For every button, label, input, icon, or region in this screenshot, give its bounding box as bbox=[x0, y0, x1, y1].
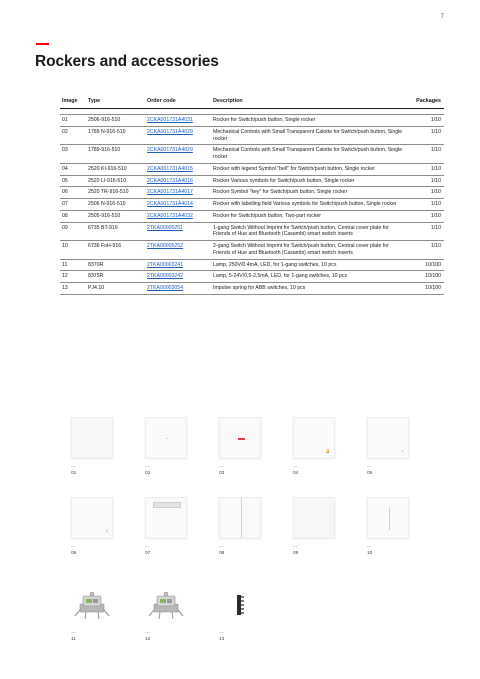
caption-label: 08 bbox=[219, 551, 225, 557]
product-image-03 bbox=[219, 417, 261, 459]
table-row bbox=[60, 163, 444, 175]
cell-description: Rocker for Switch/push button, Two-part rocker bbox=[211, 210, 409, 222]
caption-dash: — bbox=[367, 465, 372, 470]
caption-label: 05 bbox=[367, 471, 373, 477]
cell-image: 04 bbox=[60, 163, 86, 175]
image-caption-01 bbox=[71, 465, 76, 478]
image-caption-10 bbox=[367, 545, 372, 558]
cell-image: 12 bbox=[60, 271, 86, 283]
cell-order-code[interactable]: 2CKA001731A4032 bbox=[145, 210, 211, 222]
cell-image: 03 bbox=[60, 145, 86, 164]
accent-bar bbox=[36, 43, 49, 45]
cell-order-code[interactable]: 2TKA00003054 bbox=[145, 283, 211, 295]
cell-order-code[interactable]: 2TKA00005251 bbox=[145, 222, 211, 241]
image-caption-05 bbox=[367, 465, 372, 478]
cell-type: 2520 KI-916-510 bbox=[86, 163, 145, 175]
caption-dash: — bbox=[71, 631, 76, 636]
cell-order-code[interactable]: 2CKA001731A4016 bbox=[145, 175, 211, 187]
image-caption-12 bbox=[145, 631, 150, 644]
table-row bbox=[60, 115, 444, 127]
table-row bbox=[60, 271, 444, 283]
cell-packages: 10/100 bbox=[409, 259, 444, 271]
cell-image: 05 bbox=[60, 175, 86, 187]
cell-type: 2520 LI-916-510 bbox=[86, 175, 145, 187]
cell-packages: 1/10 bbox=[409, 163, 444, 175]
cell-type: 8370R bbox=[86, 259, 145, 271]
cell-packages: 1/10 bbox=[409, 210, 444, 222]
table-body bbox=[60, 109, 444, 295]
cell-description: 2-gang Switch Without Imprint for Switch/push button, Central cover plate for Friends of Hue and Bluetooth (Casambi) smart switch inserts bbox=[211, 241, 409, 260]
calotte-icon bbox=[166, 438, 168, 439]
cell-description: Mechanical Controls with Small Transparent Calotte for Switch/push button, Single rocker bbox=[211, 145, 409, 164]
caption-dash: — bbox=[145, 465, 150, 470]
cell-order-code[interactable]: 2CKA001731A4029 bbox=[145, 145, 211, 164]
cell-image: 09 bbox=[60, 222, 86, 241]
table-row bbox=[60, 283, 444, 295]
header-packages: Packages bbox=[409, 97, 444, 109]
cell-packages: 10/100 bbox=[409, 283, 444, 295]
cell-packages: 10/100 bbox=[409, 271, 444, 283]
table-row bbox=[60, 187, 444, 199]
cell-description: Mechanical Controls with Small Transparent Calotte for Switch/push button, Single rocker bbox=[211, 126, 409, 145]
image-caption-09 bbox=[293, 545, 298, 558]
image-caption-13 bbox=[219, 631, 224, 644]
caption-label: 12 bbox=[145, 637, 151, 643]
header-order-code: Order code bbox=[145, 97, 211, 109]
cell-description: Impulse spring for ABB switches, 10 pcs bbox=[211, 283, 409, 295]
cell-image: 10 bbox=[60, 241, 86, 260]
caption-label: 09 bbox=[293, 551, 299, 557]
table-row bbox=[60, 199, 444, 211]
cell-description: Rocker with legend Symbol "bell" for Switch/push button, Single rocker bbox=[211, 163, 409, 175]
product-image-10 bbox=[367, 497, 409, 539]
caption-dash: — bbox=[293, 465, 298, 470]
caption-dash: — bbox=[219, 631, 224, 636]
cell-description: Rocker for Switch/push button, Single rocker bbox=[211, 115, 409, 127]
cell-image: 02 bbox=[60, 126, 86, 145]
red-calotte-icon bbox=[238, 438, 245, 440]
table-row bbox=[60, 126, 444, 145]
cell-type: 2505-916-510 bbox=[86, 210, 145, 222]
cell-order-code[interactable]: 2TKA00003241 bbox=[145, 259, 211, 271]
rocker-split-icon bbox=[241, 498, 242, 538]
cell-type: 6736 FoH-916 bbox=[86, 241, 145, 260]
caption-dash: — bbox=[367, 545, 372, 550]
table-row bbox=[60, 241, 444, 260]
cell-order-code[interactable]: 2CKA001731A4014 bbox=[145, 199, 211, 211]
key-icon: ⚷ bbox=[105, 529, 108, 534]
header-description: Description bbox=[211, 97, 409, 109]
cell-order-code[interactable]: 2TKA00003242 bbox=[145, 271, 211, 283]
image-caption-11 bbox=[71, 631, 76, 644]
caption-label: 13 bbox=[219, 637, 225, 643]
table-row bbox=[60, 222, 444, 241]
caption-dash: — bbox=[293, 545, 298, 550]
caption-label: 03 bbox=[219, 471, 225, 477]
cell-type: 1789 N-916-510 bbox=[86, 126, 145, 145]
caption-label: 06 bbox=[71, 551, 77, 557]
cell-packages: 1/10 bbox=[409, 126, 444, 145]
cell-type: 2506 N-916-510 bbox=[86, 199, 145, 211]
cell-order-code[interactable]: 2CKA001731A4015 bbox=[145, 163, 211, 175]
image-caption-03 bbox=[219, 465, 224, 478]
product-image-02 bbox=[145, 417, 187, 459]
cell-description: Rocker with labelling field Various symbols for Switch/push button, Single rocker bbox=[211, 199, 409, 211]
bell-icon: 🔔 bbox=[325, 449, 330, 454]
cell-packages: 1/10 bbox=[409, 241, 444, 260]
caption-dash: — bbox=[219, 545, 224, 550]
image-caption-07 bbox=[145, 545, 150, 558]
cell-packages: 1/10 bbox=[409, 115, 444, 127]
table-row bbox=[60, 210, 444, 222]
caption-dash: — bbox=[145, 545, 150, 550]
cell-image: 11 bbox=[60, 259, 86, 271]
cell-type: 2520 TR-916-510 bbox=[86, 187, 145, 199]
page-title: Rockers and accessories bbox=[35, 53, 219, 70]
table-header-row bbox=[60, 97, 444, 109]
caption-label: 04 bbox=[293, 471, 299, 477]
cell-packages: 1/10 bbox=[409, 222, 444, 241]
caption-label: 01 bbox=[71, 471, 77, 477]
caption-label: 02 bbox=[145, 471, 151, 477]
cell-image: 08 bbox=[60, 210, 86, 222]
caption-dash: — bbox=[71, 465, 76, 470]
gang-divider-icon bbox=[389, 508, 390, 530]
image-caption-08 bbox=[219, 545, 224, 558]
cell-order-code[interactable]: 2CKA001731A4017 bbox=[145, 187, 211, 199]
cell-order-code[interactable]: 2TKA00005252 bbox=[145, 241, 211, 260]
cell-type: 8375R bbox=[86, 271, 145, 283]
cell-description: 1-gang Switch Without Imprint for Switch/push button, Central cover plate for Friends of Hue and Bluetooth (Casambi) smart switch inserts bbox=[211, 222, 409, 241]
cell-image: 06 bbox=[60, 187, 86, 199]
cell-type: 6735 BT-916 bbox=[86, 222, 145, 241]
labelling-field-icon bbox=[153, 502, 181, 508]
led-lamp-icon bbox=[145, 583, 187, 625]
impulse-spring-icon bbox=[219, 583, 261, 625]
cell-image: 07 bbox=[60, 199, 86, 211]
image-caption-04 bbox=[293, 465, 298, 478]
page-number: 7 bbox=[440, 14, 444, 20]
header-image: Image bbox=[60, 97, 86, 109]
cell-description: Rocker Various symbols for Switch/push button, Single rocker bbox=[211, 175, 409, 187]
cell-order-code[interactable]: 2CKA001731A4031 bbox=[145, 115, 211, 127]
table-row bbox=[60, 175, 444, 187]
light-symbol-icon: ◐ bbox=[401, 449, 404, 454]
header-type: Type bbox=[86, 97, 145, 109]
cell-description: Lamp, 5-24V/0,5-2,5mA, LED, for 1-gang switches, 10 pcs bbox=[211, 271, 409, 283]
image-caption-02 bbox=[145, 465, 150, 478]
cell-packages: 1/10 bbox=[409, 145, 444, 164]
product-image-09 bbox=[293, 497, 335, 539]
led-lamp-icon bbox=[71, 583, 113, 625]
cell-description: Lamp, 250V/0.4mA, LED, for 1-gang switches, 10 pcs bbox=[211, 259, 409, 271]
product-image-06 bbox=[71, 497, 113, 539]
cell-image: 13 bbox=[60, 283, 86, 295]
cell-packages: 1/10 bbox=[409, 187, 444, 199]
cell-order-code[interactable]: 2CKA001731A4029 bbox=[145, 126, 211, 145]
product-image-01 bbox=[71, 417, 113, 459]
product-image-07 bbox=[145, 497, 187, 539]
cell-packages: 1/10 bbox=[409, 175, 444, 187]
cell-type: 1789-916-510 bbox=[86, 145, 145, 164]
cell-image: 01 bbox=[60, 115, 86, 127]
table-row bbox=[60, 259, 444, 271]
caption-label: 11 bbox=[71, 637, 76, 643]
product-table bbox=[60, 97, 444, 295]
cell-packages: 1/10 bbox=[409, 199, 444, 211]
table-row bbox=[60, 145, 444, 164]
product-image-08 bbox=[219, 497, 261, 539]
cell-type: 2506-916-510 bbox=[86, 115, 145, 127]
caption-dash: — bbox=[219, 465, 224, 470]
cell-type: PJ4.10 bbox=[86, 283, 145, 295]
product-image-04 bbox=[293, 417, 335, 459]
product-image-05 bbox=[367, 417, 409, 459]
caption-dash: — bbox=[71, 545, 76, 550]
caption-label: 10 bbox=[367, 551, 373, 557]
cell-description: Rocker Symbol "key" for Switch/push button, Single rocker bbox=[211, 187, 409, 199]
caption-dash: — bbox=[145, 631, 150, 636]
caption-label: 07 bbox=[145, 551, 151, 557]
image-caption-06 bbox=[71, 545, 76, 558]
